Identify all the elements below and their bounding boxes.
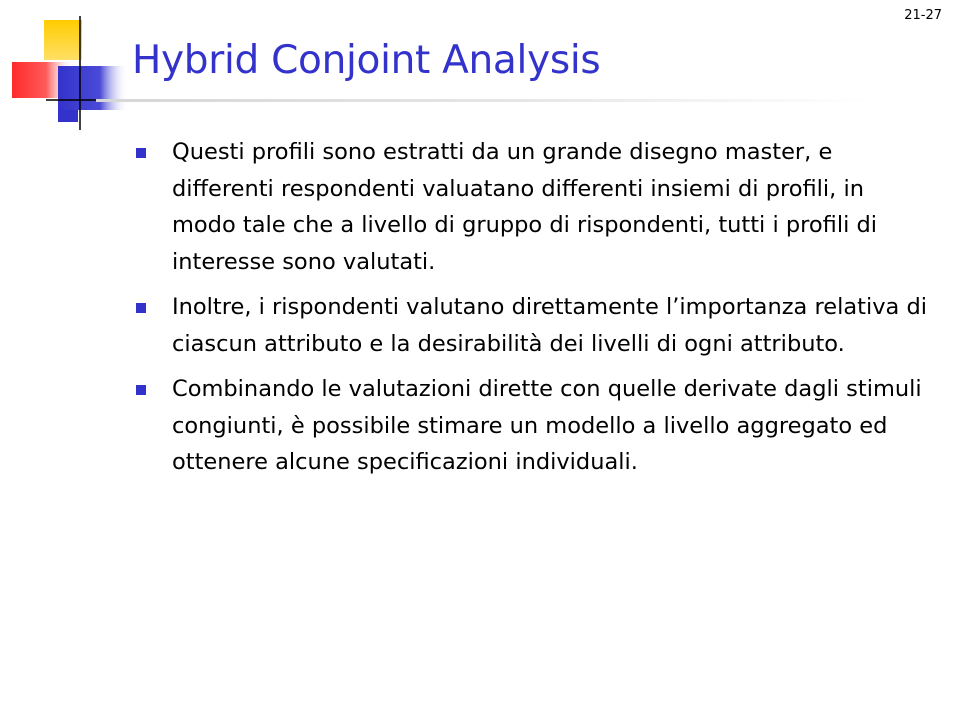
title-divider (96, 99, 872, 102)
bullet-list (132, 134, 932, 490)
square-bullet-icon (136, 385, 146, 395)
square-bullet-icon (136, 303, 146, 313)
square-bullet-icon (136, 148, 146, 158)
bullet-text: Questi profili sono estratti da un grande disegno master, e differenti respondenti valuatano differenti insiemi di profili, in modo tale che a livello di gruppo di rispondenti, tutti i profili di interesse sono valutati. (172, 139, 878, 275)
slide-title: Hybrid Conjoint Analysis (132, 38, 601, 83)
bullet-item (132, 134, 932, 280)
colored-squares-logo-icon (0, 0, 140, 130)
bullet-item (132, 289, 932, 362)
bullet-text: Inoltre, i rispondenti valutano direttamente l’importanza relativa di ciascun attributo e la desirabilità dei livelli di ogni attributo. (172, 294, 927, 357)
bullet-item (132, 371, 932, 481)
slide-number: 21-27 (904, 8, 942, 23)
bullet-text: Combinando le valutazioni dirette con quelle derivate dagli stimuli congiunti, è possibile stimare un modello a livello aggregato ed ottenere alcune specificazioni individuali. (172, 376, 922, 475)
